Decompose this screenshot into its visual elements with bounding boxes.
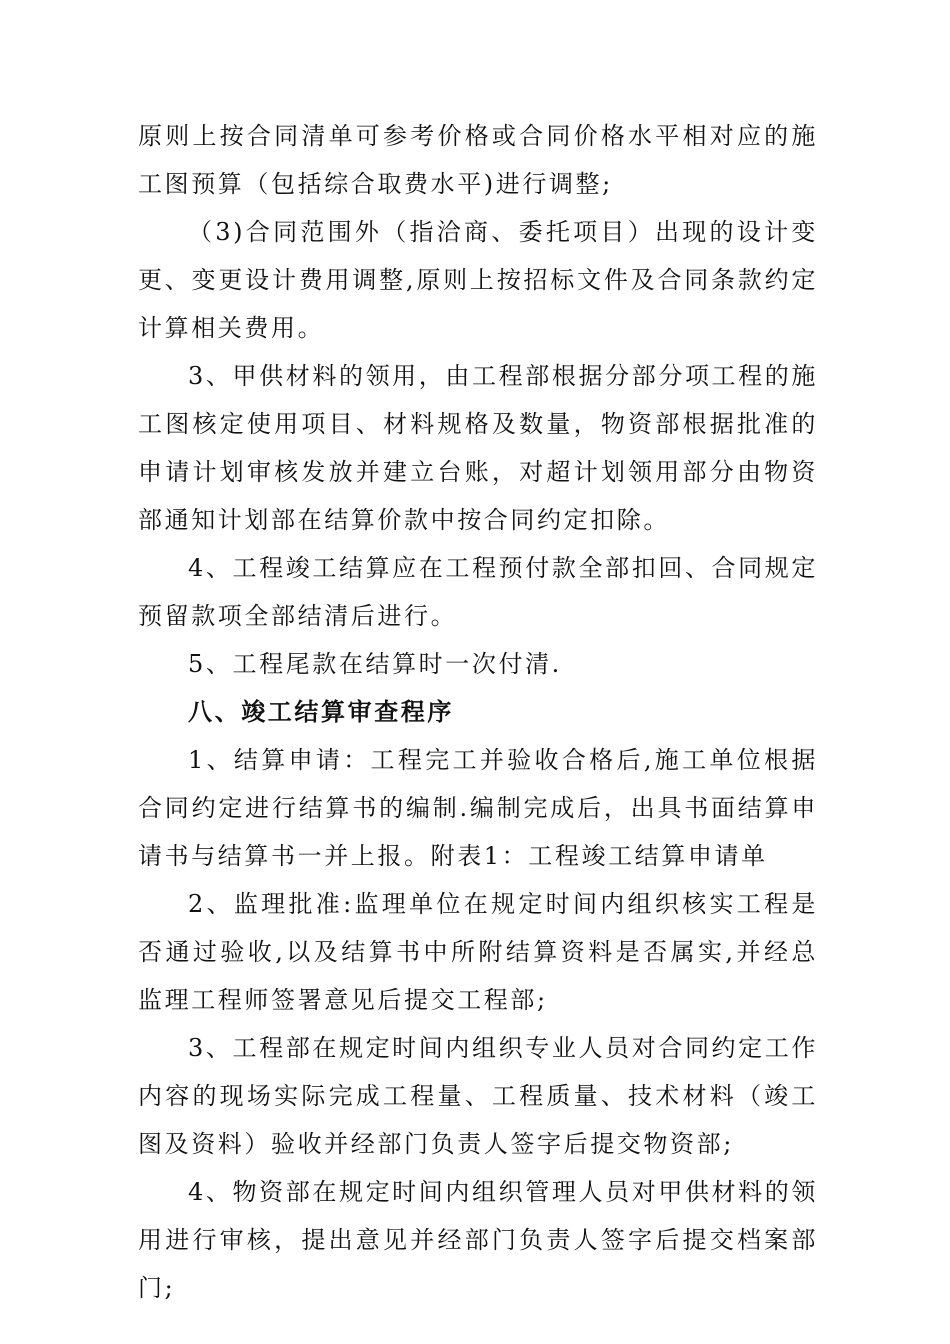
section-heading: 八、竣工结算审查程序 [188, 698, 454, 726]
document-body [138, 112, 818, 1312]
paragraph-out-of-scope-changes: （3)合同范围外（指洽商、委托项目）出现的设计变更、变更设计费用调整,原则上按招标文件及合同条款约定计算相关费用。 [138, 218, 818, 342]
paragraph-materials-review: 4、物资部在规定时间内组织管理人员对甲供材料的领用进行审核，提出意见并经部门负责人签字后提交档案部门; [138, 1178, 818, 1302]
paragraph-budget-adjustment: 原则上按合同清单可参考价格或合同价格水平相对应的施工图预算（包括综合取费水平)进行调整; [138, 122, 818, 198]
paragraph-supervision-approval: 2、监理批准:监理单位在规定时间内组织核实工程是否通过验收,以及结算书中所附结算资料是否属实,并经总监理工程师签署意见后提交工程部; [138, 890, 818, 1014]
paragraph-engineering-review: 3、工程部在规定时间内组织专业人员对合同约定工作内容的现场实际完成工程量、工程质量、技术材料（竣工图及资料）验收并经部门负责人签字后提交物资部; [138, 1034, 818, 1158]
paragraph-owner-supplied-materials: 3、甲供材料的领用，由工程部根据分部分项工程的施工图核定使用项目、材料规格及数量，物资部根据批准的申请计划审核发放并建立台账，对超计划领用部分由物资部通知计划部在结算价款中按合同约定扣除。 [138, 362, 818, 534]
paragraph-final-payment: 5、工程尾款在结算时一次付清. [188, 650, 562, 678]
paragraph-completion-settlement-timing: 4、工程竣工结算应在工程预付款全部扣回、合同规定预留款项全部结清后进行。 [138, 554, 818, 630]
paragraph-settlement-application: 1、结算申请：工程完工并验收合格后,施工单位根据合同约定进行结算书的编制.编制完成后，出具书面结算申请书与结算书一并上报。附表1：工程竣工结算申请单 [138, 746, 818, 870]
